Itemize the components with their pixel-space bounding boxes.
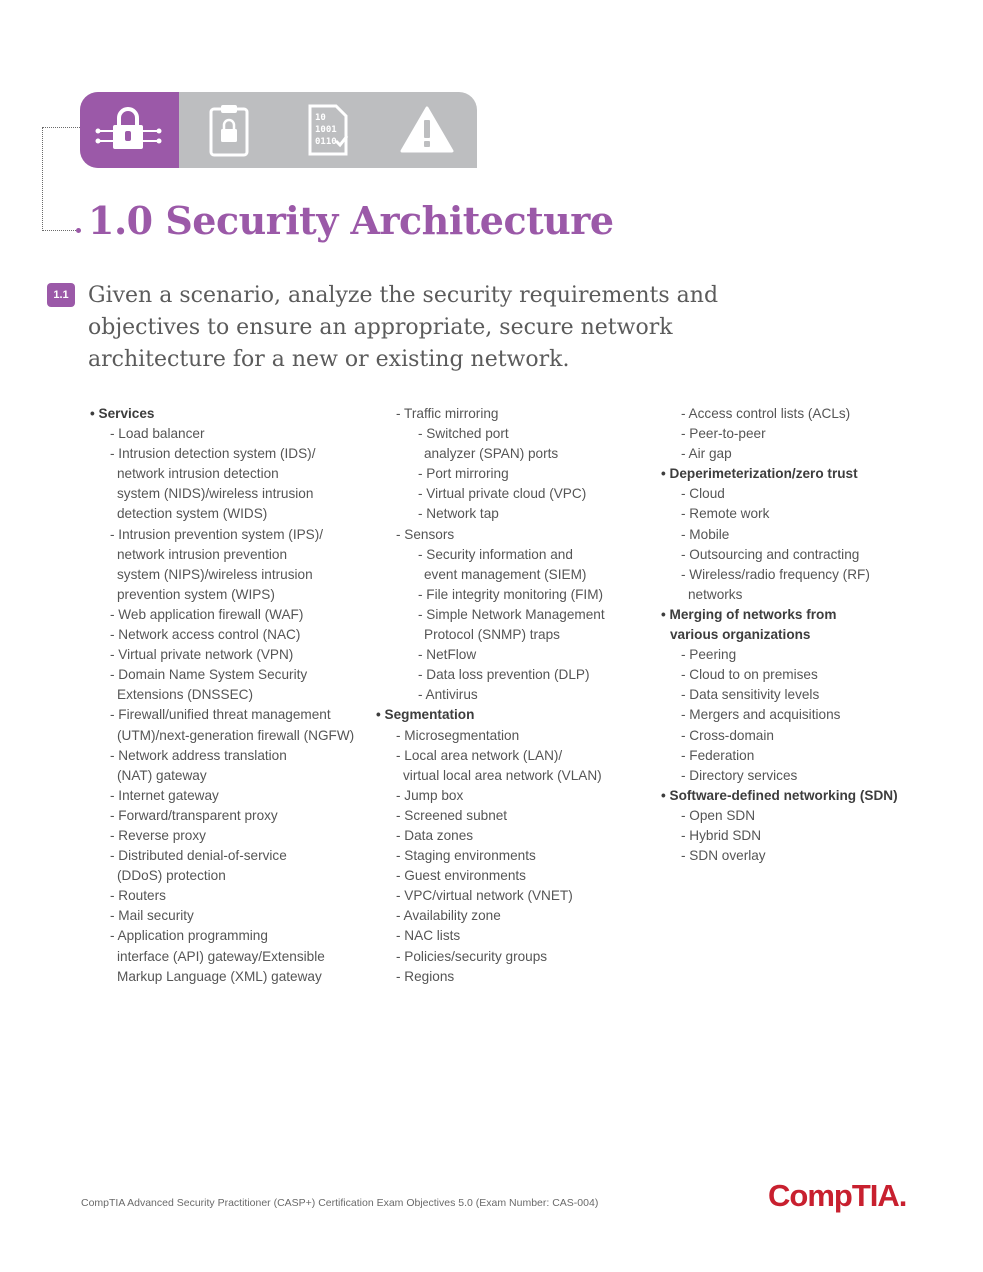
list-item: - Intrusion detection system (IDS)/ bbox=[110, 446, 316, 462]
list-item: - Peer-to-peer bbox=[681, 426, 766, 442]
list-item-continuation: Markup Language (XML) gateway bbox=[117, 968, 322, 984]
list-item: - Virtual private network (VPN) bbox=[110, 647, 294, 663]
list-subitem: - Port mirroring bbox=[418, 466, 509, 482]
list-subitem: - File integrity monitoring (FIM) bbox=[418, 586, 604, 602]
tab-governance-risk bbox=[378, 92, 477, 168]
list-item: - Network address translation bbox=[110, 747, 287, 763]
footer-text: CompTIA Advanced Security Practitioner (CASP+) Certification Exam Objectives 5.0 (Exam Number: CAS-004) bbox=[81, 1197, 599, 1209]
clipboard-lock-icon bbox=[207, 103, 251, 157]
list-item: - Staging environments bbox=[396, 848, 536, 864]
list-item: - Availability zone bbox=[396, 908, 501, 924]
list-item: - Microsegmentation bbox=[396, 727, 520, 743]
list-subitem: - Network tap bbox=[418, 506, 499, 522]
connector-dot bbox=[76, 228, 81, 233]
list-item: - Reverse proxy bbox=[110, 827, 206, 843]
list-heading: • Deperimeterization/zero trust bbox=[661, 466, 858, 482]
tab-engineering bbox=[279, 92, 378, 168]
list-item: - Network access control (NAC) bbox=[110, 627, 301, 643]
list-item-continuation: (DDoS) protection bbox=[117, 868, 226, 884]
list-item-continuation: network intrusion prevention bbox=[117, 546, 288, 562]
list-item: - NAC lists bbox=[396, 928, 461, 944]
objective-statement bbox=[88, 280, 768, 376]
list-heading: • Merging of networks from bbox=[661, 606, 837, 622]
list-item: - Guest environments bbox=[396, 868, 526, 884]
list-item: - Policies/security groups bbox=[396, 948, 548, 964]
list-item: - Application programming bbox=[110, 928, 268, 944]
tab-operations bbox=[179, 92, 278, 168]
lock-network-icon bbox=[95, 105, 165, 155]
list-subitem-continuation: Protocol (SNMP) traps bbox=[424, 627, 560, 643]
list-item: - Access control lists (ACLs) bbox=[681, 406, 851, 421]
list-item: - Mail security bbox=[110, 908, 194, 924]
objective-icon-bar bbox=[80, 92, 477, 168]
objective-number-badge: 1.1 bbox=[47, 283, 75, 307]
dotted-connector bbox=[42, 127, 80, 231]
list-item: - Mergers and acquisitions bbox=[681, 707, 841, 723]
objective-line: architecture for a new or existing network. bbox=[88, 347, 570, 372]
objective-line: objectives to ensure an appropriate, secure network bbox=[88, 315, 673, 340]
list-item: - Remote work bbox=[681, 506, 770, 522]
list-item: - Cloud bbox=[681, 486, 725, 502]
list-item: - Mobile bbox=[681, 526, 730, 542]
warning-triangle-icon bbox=[399, 105, 455, 155]
list-item-continuation: virtual local area network (VLAN) bbox=[403, 767, 602, 783]
comptia-logo: CompTIA. bbox=[768, 1178, 907, 1213]
list-item: - Air gap bbox=[681, 446, 732, 462]
list-item-continuation: detection system (WIDS) bbox=[117, 506, 268, 522]
objectives-column-1 bbox=[90, 404, 380, 987]
list-item: - Web application firewall (WAF) bbox=[110, 606, 304, 622]
list-subitem-continuation: analyzer (SPAN) ports bbox=[424, 446, 559, 462]
list-item-continuation: (UTM)/next-generation firewall (NGFW) bbox=[117, 727, 355, 743]
list-subitem: - NetFlow bbox=[418, 647, 477, 663]
list-item: - Data sensitivity levels bbox=[681, 687, 820, 703]
svg-text:0110: 0110 bbox=[315, 137, 337, 147]
list-item: - Firewall/unified threat management bbox=[110, 707, 331, 723]
list-item-continuation: system (NIDS)/wireless intrusion bbox=[117, 486, 314, 502]
section-title: 1.0 Security Architecture bbox=[88, 198, 614, 243]
list-item: - VPC/virtual network (VNET) bbox=[396, 888, 573, 904]
list-item: - Local area network (LAN)/ bbox=[396, 747, 563, 763]
list-subitem: - Switched port bbox=[418, 426, 509, 442]
list-subitem: - Antivirus bbox=[418, 687, 478, 703]
list-item: - Traffic mirroring bbox=[396, 406, 499, 421]
list-item: - Cross-domain bbox=[681, 727, 774, 743]
list-item-continuation: prevention system (WIPS) bbox=[117, 586, 275, 602]
list-item: - Sensors bbox=[396, 526, 455, 542]
list-subitem: - Simple Network Management bbox=[418, 606, 605, 622]
list-item: - Regions bbox=[396, 968, 455, 984]
list-heading: • Segmentation bbox=[376, 707, 475, 723]
list-item-continuation: (NAT) gateway bbox=[117, 767, 207, 783]
list-item-continuation: system (NIPS)/wireless intrusion bbox=[117, 566, 313, 582]
list-item: - Hybrid SDN bbox=[681, 827, 762, 843]
list-subitem: - Virtual private cloud (VPC) bbox=[418, 486, 587, 502]
list-item-continuation: interface (API) gateway/Extensible bbox=[117, 948, 325, 964]
list-item: - Wireless/radio frequency (RF) bbox=[681, 566, 870, 582]
list-subitem: - Data loss prevention (DLP) bbox=[418, 667, 590, 683]
list-item: - Federation bbox=[681, 747, 755, 763]
svg-text:1001: 1001 bbox=[315, 125, 337, 135]
list-item: - Load balancer bbox=[110, 426, 205, 442]
list-item: - Routers bbox=[110, 888, 166, 904]
list-item: - Forward/transparent proxy bbox=[110, 807, 278, 823]
list-item: - Peering bbox=[681, 647, 737, 663]
list-item: - Jump box bbox=[396, 787, 464, 803]
list-item-continuation: network intrusion detection bbox=[117, 466, 279, 482]
list-item: - Screened subnet bbox=[396, 807, 508, 823]
binary-file-check-icon bbox=[306, 103, 350, 157]
list-item: - Distributed denial-of-service bbox=[110, 848, 287, 864]
list-heading: • Services bbox=[90, 406, 155, 421]
list-item-continuation: networks bbox=[688, 586, 743, 602]
svg-text:10: 10 bbox=[315, 113, 326, 123]
list-subitem: - Security information and bbox=[418, 546, 573, 562]
tab-security-architecture bbox=[80, 92, 179, 168]
list-item: - SDN overlay bbox=[681, 848, 766, 864]
list-item: - Open SDN bbox=[681, 807, 756, 823]
list-subitem-continuation: event management (SIEM) bbox=[424, 566, 587, 582]
list-item: - Intrusion prevention system (IPS)/ bbox=[110, 526, 324, 542]
list-item: - Domain Name System Security bbox=[110, 667, 308, 683]
objectives-column-3 bbox=[661, 404, 961, 866]
list-heading: • Software-defined networking (SDN) bbox=[661, 787, 898, 803]
list-item: - Cloud to on premises bbox=[681, 667, 818, 683]
list-item-continuation: Extensions (DNSSEC) bbox=[117, 687, 253, 703]
objectives-column-2 bbox=[376, 404, 646, 987]
list-item: - Outsourcing and contracting bbox=[681, 546, 860, 562]
list-item: - Data zones bbox=[396, 827, 474, 843]
objective-line: Given a scenario, analyze the security requirements and bbox=[88, 283, 719, 308]
list-item: - Directory services bbox=[681, 767, 798, 783]
list-heading-continuation: various organizations bbox=[670, 627, 811, 643]
list-item: - Internet gateway bbox=[110, 787, 219, 803]
